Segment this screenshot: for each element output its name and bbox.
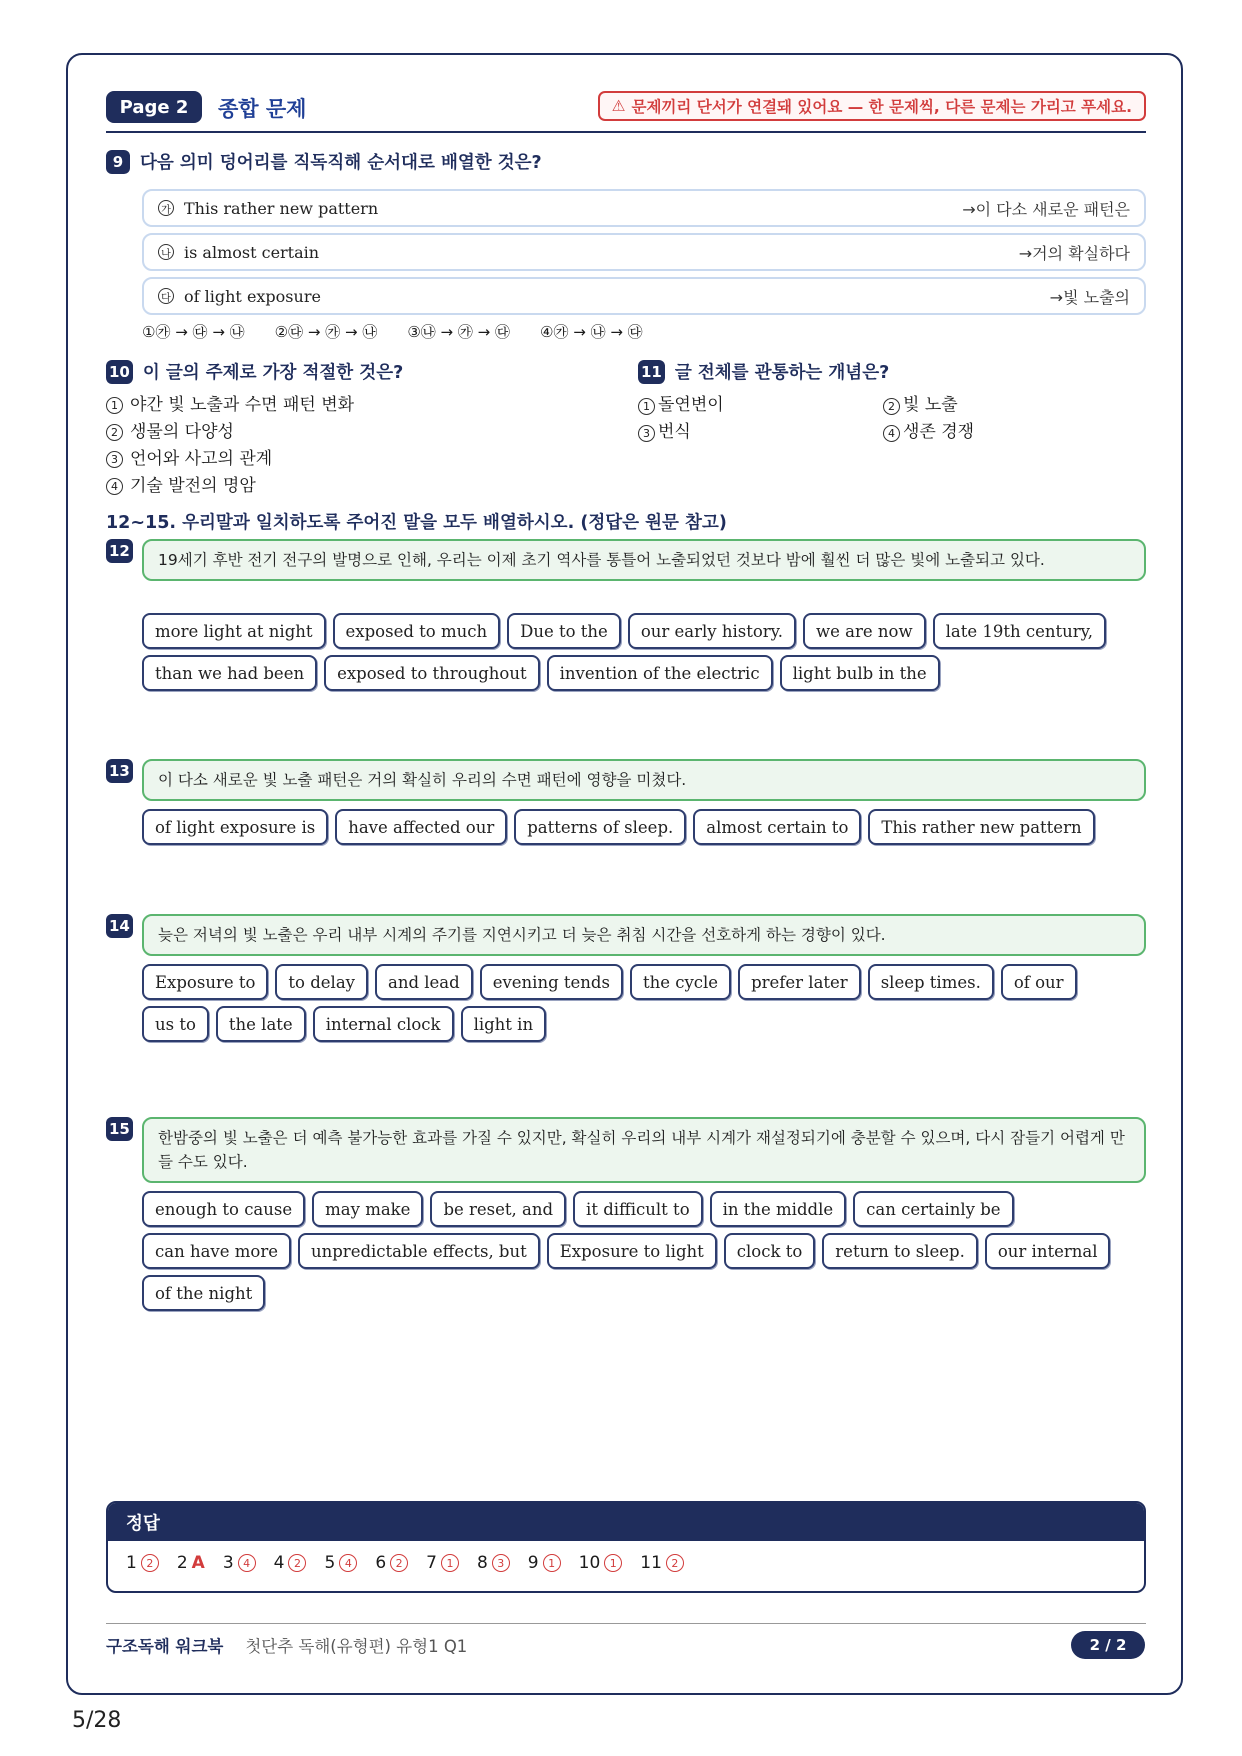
chunk-row <box>142 277 1146 315</box>
question-number: 11 <box>638 360 665 384</box>
word-chip[interactable]: sleep times. <box>868 964 994 1000</box>
option[interactable]: ②㉰ → ㉮ → ㉯ <box>274 323 378 341</box>
answer-item: 4 2 <box>274 1553 307 1573</box>
page-header <box>106 91 1146 129</box>
warning-icon: ⚠ <box>611 97 626 115</box>
answer-item: 2 A <box>176 1553 205 1573</box>
option[interactable]: 2 빛 노출 <box>883 392 1083 419</box>
word-chip[interactable]: exposed to throughout <box>324 655 540 691</box>
option[interactable]: ③㉯ → ㉮ → ㉰ <box>407 323 511 341</box>
answer-item: 10 1 <box>579 1553 623 1573</box>
chunk-row <box>142 189 1146 227</box>
question-number: 12 <box>106 539 133 563</box>
question-number: 14 <box>106 914 133 938</box>
chunk-mark: 나 <box>158 244 174 260</box>
answer-item: 8 3 <box>477 1553 510 1573</box>
word-chip[interactable]: enough to cause <box>142 1191 305 1227</box>
word-chip[interactable]: unpredictable effects, but <box>298 1233 540 1269</box>
chunk-english: is almost certain <box>184 242 320 262</box>
word-chip[interactable]: prefer later <box>738 964 861 1000</box>
header-divider <box>106 131 1146 133</box>
option[interactable]: ④㉮ → ㉯ → ㉰ <box>540 323 643 341</box>
word-chip[interactable]: the late <box>216 1006 306 1042</box>
word-chip[interactable]: of our <box>1001 964 1077 1000</box>
word-chip[interactable]: us to <box>142 1006 209 1042</box>
word-chip[interactable]: evening tends <box>480 964 623 1000</box>
question-text: 다음 의미 덩어리를 직독직해 순서대로 배열한 것은? <box>140 153 542 173</box>
footer-subtitle: 첫단추 독해(유형편) 유형1 Q1 <box>245 1637 468 1656</box>
word-chip[interactable]: internal clock <box>313 1006 454 1042</box>
answer-key <box>106 1501 1146 1593</box>
korean-prompt: 늦은 저녁의 빛 노출은 우리 내부 시계의 주기를 지연시키고 더 늦은 취침 시간을 선호하게 하는 경향이 있다. <box>142 914 1146 956</box>
word-chip[interactable]: the cycle <box>630 964 731 1000</box>
word-chip[interactable]: of light exposure is <box>142 809 328 845</box>
word-chip[interactable]: it difficult to <box>573 1191 703 1227</box>
word-chip[interactable]: can certainly be <box>853 1191 1013 1227</box>
answer-item: 7 1 <box>426 1553 459 1573</box>
word-chip[interactable]: patterns of sleep. <box>514 809 686 845</box>
word-chip[interactable]: and lead <box>375 964 473 1000</box>
word-chip[interactable]: clock to <box>724 1233 816 1269</box>
footer <box>106 1633 467 1657</box>
option[interactable]: ①㉮ → ㉰ → ㉯ <box>142 323 245 341</box>
chunk-korean: →빛 노출의 <box>1049 287 1130 307</box>
chunk-mark: 가 <box>158 200 174 216</box>
word-chip[interactable]: Exposure to <box>142 964 268 1000</box>
word-chip[interactable]: may make <box>312 1191 423 1227</box>
chunk-english: This rather new pattern <box>184 198 379 218</box>
question-11 <box>638 359 1118 446</box>
word-chip[interactable]: light bulb in the <box>780 655 940 691</box>
page-badge: Page 2 <box>106 91 202 123</box>
chunk-row <box>142 233 1146 271</box>
option[interactable]: 4 기술 발전의 명암 <box>106 473 606 500</box>
answer-key-title: 정답 <box>108 1503 1144 1541</box>
answer-item: 6 2 <box>375 1553 408 1573</box>
question-number: 13 <box>106 759 133 783</box>
chunk-mark: 다 <box>158 288 174 304</box>
option[interactable]: 1 돌연변이 <box>638 392 883 419</box>
chunk-korean: →이 다소 새로운 패턴은 <box>962 199 1130 219</box>
word-chip[interactable]: return to sleep. <box>822 1233 978 1269</box>
word-chip[interactable]: our internal <box>985 1233 1111 1269</box>
footer-brand: 구조독해 워크북 <box>106 1637 224 1656</box>
word-chip[interactable]: more light at night <box>142 613 326 649</box>
word-chip[interactable]: invention of the electric <box>547 655 773 691</box>
word-chip[interactable]: Due to the <box>507 613 621 649</box>
word-chip[interactable]: of the night <box>142 1275 265 1311</box>
word-chip[interactable]: This rather new pattern <box>868 809 1094 845</box>
word-chips <box>142 1191 1146 1311</box>
question-number: 15 <box>106 1117 133 1141</box>
word-chip[interactable]: in the middle <box>710 1191 847 1227</box>
answer-options <box>142 321 643 342</box>
answer-item: 1 2 <box>126 1553 159 1573</box>
question-text: 글 전체를 관통하는 개념은? <box>674 363 890 383</box>
word-chip[interactable]: be reset, and <box>430 1191 566 1227</box>
korean-prompt: 19세기 후반 전기 전구의 발명으로 인해, 우리는 이제 초기 역사를 통틀어 노출되었던 것보다 밤에 훨씬 더 많은 빛에 노출되고 있다. <box>142 539 1146 581</box>
word-chip[interactable]: light in <box>461 1006 547 1042</box>
word-chips <box>142 809 1146 845</box>
korean-prompt: 이 다소 새로운 빛 노출 패턴은 거의 확실히 우리의 수면 패턴에 영향을 미쳤다. <box>142 759 1146 801</box>
warning-text: 문제끼리 단서가 연결돼 있어요 — 한 문제씩, 다른 문제는 가리고 푸세요. <box>631 98 1132 116</box>
answer-item: 5 4 <box>324 1553 357 1573</box>
option[interactable]: 3 번식 <box>638 419 883 446</box>
word-chip[interactable]: our early history. <box>628 613 796 649</box>
word-chip[interactable]: than we had been <box>142 655 317 691</box>
warning-banner <box>598 91 1146 121</box>
question-text: 이 글의 주제로 가장 적절한 것은? <box>142 363 404 383</box>
chunk-korean: →거의 확실하다 <box>1018 243 1130 263</box>
word-chip[interactable]: to delay <box>275 964 368 1000</box>
word-chip[interactable]: late 19th century, <box>933 613 1106 649</box>
section-heading: 12~15. 우리말과 일치하도록 주어진 말을 모두 배열하시오. (정답은 원문 참고) <box>106 513 727 533</box>
question-number: 9 <box>106 150 130 174</box>
question-number: 10 <box>106 360 133 384</box>
word-chip[interactable]: we are now <box>803 613 926 649</box>
question-10 <box>106 359 606 500</box>
word-chip[interactable]: have affected our <box>335 809 507 845</box>
answer-item: 11 2 <box>640 1553 684 1573</box>
answer-item: 3 4 <box>223 1553 256 1573</box>
word-chips <box>142 964 1146 1042</box>
korean-prompt: 한밤중의 빛 노출은 더 예측 불가능한 효과를 가질 수 있지만, 확실히 우리의 내부 시계가 재설정되기에 충분할 수 있으며, 다시 잠들기 어렵게 만들 수도 있다. <box>142 1117 1146 1183</box>
answer-list <box>108 1541 1144 1585</box>
answer-item: 9 1 <box>528 1553 561 1573</box>
option[interactable]: 1 야간 빛 노출과 수면 패턴 변화 <box>106 392 606 419</box>
question-9 <box>106 149 1146 341</box>
option[interactable]: 4 생존 경쟁 <box>883 419 1083 446</box>
option[interactable]: 3 언어와 사고의 관계 <box>106 446 606 473</box>
footer-divider <box>106 1623 1146 1624</box>
header-title: 종합 문제 <box>218 97 307 121</box>
worksheet-page <box>66 53 1183 1695</box>
word-chip[interactable]: Exposure to light <box>547 1233 717 1269</box>
word-chip[interactable]: exposed to much <box>333 613 501 649</box>
word-chips <box>142 613 1146 691</box>
word-chip[interactable]: can have more <box>142 1233 291 1269</box>
option[interactable]: 2 생물의 다양성 <box>106 419 606 446</box>
chunk-english: of light exposure <box>184 286 321 306</box>
document-page-number: 5/28 <box>72 1708 122 1733</box>
word-chip[interactable]: almost certain to <box>693 809 861 845</box>
footer-page-badge: 2 / 2 <box>1071 1631 1145 1659</box>
